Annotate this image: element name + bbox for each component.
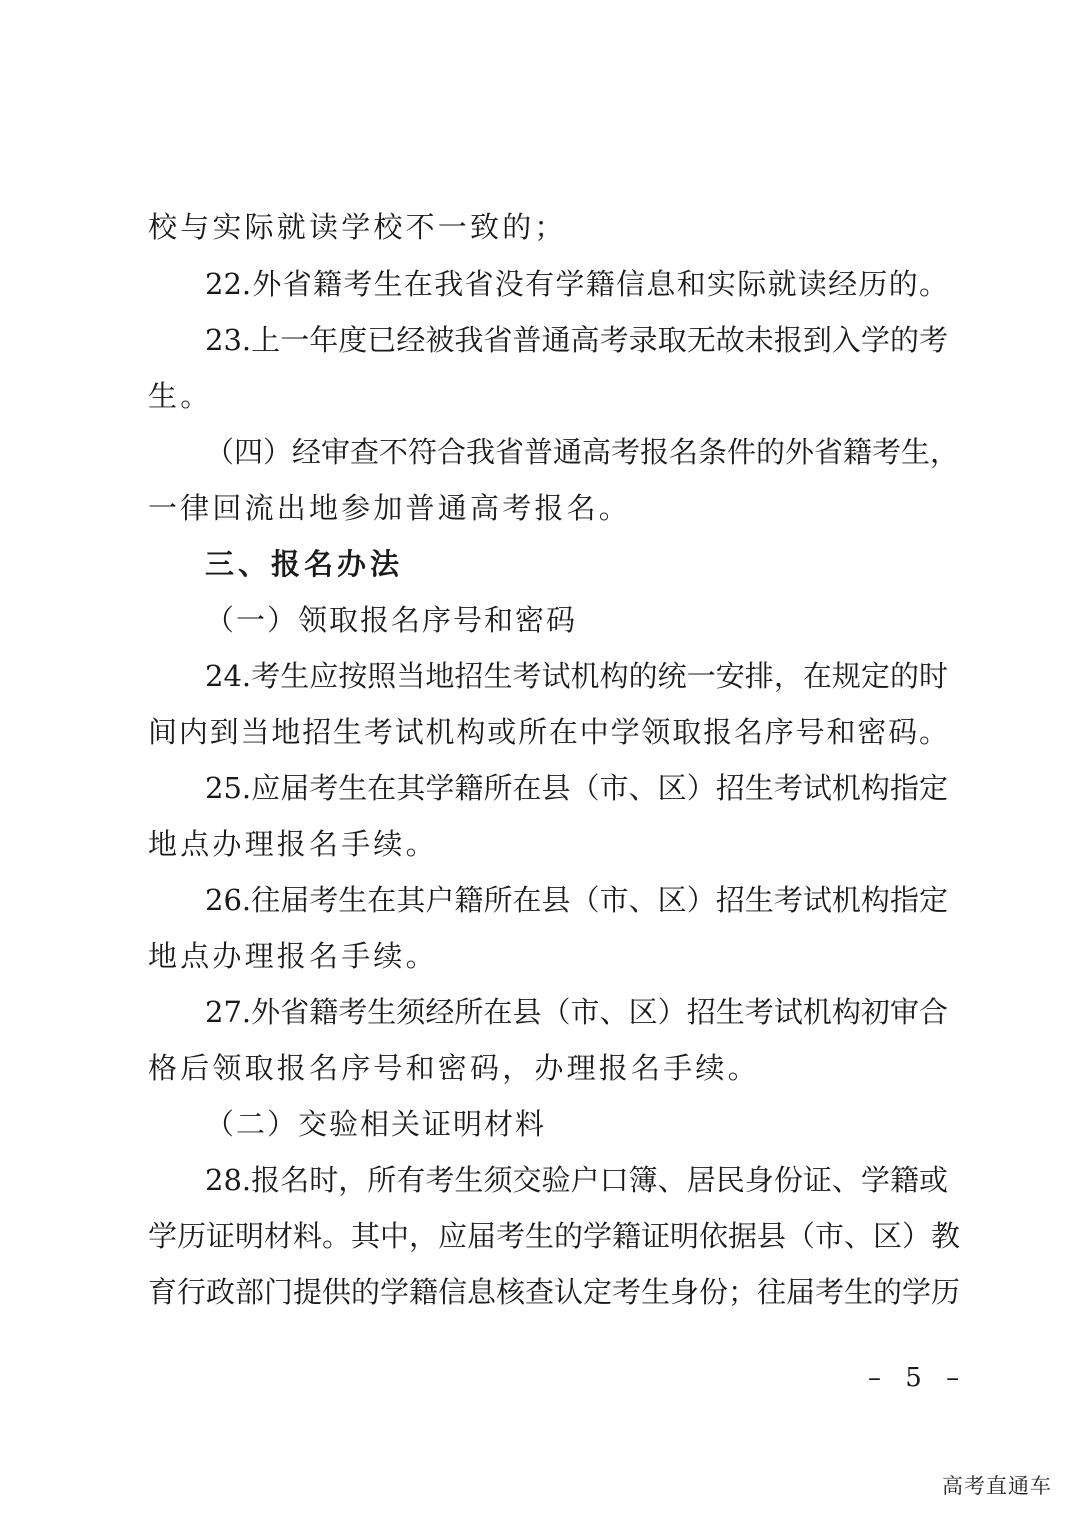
text-line: 校与实际就读学校不一致的； <box>148 210 567 244</box>
text-line: 27.外省籍考生须经所在县（市、区）招生考试机构初审合 <box>205 995 948 1029</box>
text-line: 25.应届考生在其学籍所在县（市、区）招生考试机构指定 <box>205 771 948 805</box>
text-line: 地点办理报名手续。 <box>148 827 438 861</box>
text-line: 24.考生应按照当地招生考试机构的统一安排，在规定的时 <box>205 659 948 693</box>
subsection-heading: （一）领取报名序号和密码 <box>205 603 578 637</box>
subsection-heading: （二）交验相关证明材料 <box>205 1107 547 1141</box>
text-line: 28.报名时，所有考生须交验户口簿、居民身份证、学籍或 <box>205 1163 948 1197</box>
text-line: 22.外省籍考生在我省没有学籍信息和实际就读经历的。 <box>205 267 948 301</box>
text-line: 26.往届考生在其户籍所在县（市、区）招生考试机构指定 <box>205 883 948 917</box>
page-number: – 5 – <box>868 1363 968 1393</box>
text-line: 23.上一年度已经被我省普通高考录取无故未报到入学的考 <box>205 323 948 357</box>
text-line: 生。 <box>148 379 213 413</box>
text-line: 间内到当地招生考试机构或所在中学领取报名序号和密码。 <box>148 715 948 749</box>
text-line: 育行政部门提供的学籍信息核查认定考生身份；往届考生的学历 <box>148 1275 961 1309</box>
text-line: 一律回流出地参加普通高考报名。 <box>148 491 632 525</box>
watermark-label: 高考直通车 <box>942 1474 1052 1498</box>
text-line: （四）经审查不符合我省普通高考报名条件的外省籍考生， <box>205 435 960 469</box>
section-heading: 三、报名办法 <box>205 547 404 581</box>
text-line: 格后领取报名序号和密码，办理报名手续。 <box>148 1051 760 1085</box>
text-line: 学历证明材料。其中，应届考生的学籍证明依据县（市、区）教 <box>148 1219 961 1253</box>
text-line: 地点办理报名手续。 <box>148 939 438 973</box>
